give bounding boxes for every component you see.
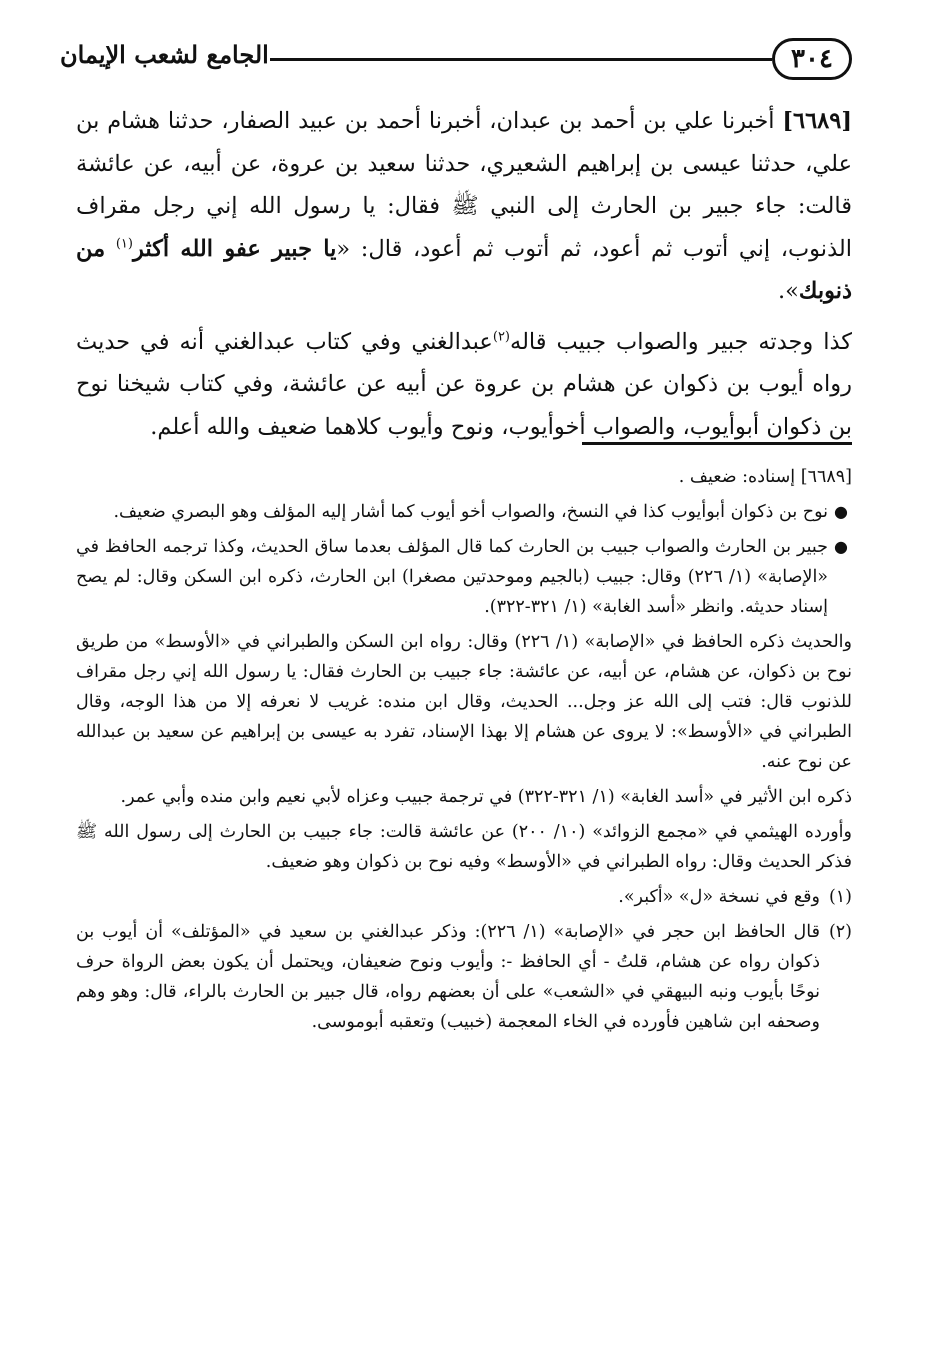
footnote-mark: (١) (828, 887, 852, 907)
isnad-text: إسناده: ضعيف . (678, 467, 796, 487)
isnad-grade (76, 462, 852, 492)
page-header (60, 30, 852, 90)
footnote-1 (76, 882, 852, 912)
footnote-text: وقع في نسخة «ل» «أكبر». (618, 887, 820, 907)
footnote-2 (76, 917, 852, 1037)
footnote-ref-1: (١) (115, 236, 133, 251)
note-bullet-1 (76, 497, 852, 527)
note-bullet-2 (76, 532, 852, 622)
hadith-text: أخبرنا علي بن أحمد بن عبدان، أخبرنا أحمد بن عبيد الصفار، حدثنا هشام بن علي، حدثنا عيسى بن إبراهيم الشعيري، حدثنا سعيد بن عروة، عن أبيه، عن عائشة قالت: جاء جبير بن الحارث إلى النبي ﷺ فقال: يا رسول الله إني رجل مقراف الذنوب، إني أتوب ثم أعود، ثم أتوب ثم أعود، قال: « (76, 108, 852, 262)
commentary-paragraph (76, 321, 852, 449)
commentary-text-2: عبدالغني وفي كتاب عبدالغني أنه في حديث رواه أيوب بن ذكوان عن هشام بن عروة عن أبيه عن عائشة، وفي كتاب شيخنا نوح بن ذكوان أبوأيوب، والصواب أخوأيوب، ونوح وأيوب كلاهما ضعيف والله أعلم. (76, 328, 852, 440)
bullet-text: جبير بن الحارث والصواب جبيب بن الحارث كما قال المؤلف بعدما ساق الحديث، وكذا ترجمه الحافظ في «الإصابة» (١/ ٢٢٦) وقال: جبيب (بالجيم وموحدتين مصغرا) ابن الحارث، ذكره ابن السكن وقال: لم يصح إسناد حديثه. وانظر «أسد الغابة» (١/ ٣٢١-٣٢٢). (76, 537, 829, 617)
hadith-bold-text-2: من ذنوبك (76, 235, 852, 304)
note-paragraph-2: ذكره ابن الأثير في «أسد الغابة» (١/ ٣٢١-٣٢٢) في ترجمة جبيب وعزاه لأبي نعيم وابن منده وأبي عمر. (120, 787, 852, 807)
isnad-number: [٦٦٨٩] (800, 467, 852, 487)
footnote-text: قال الحافظ ابن حجر في «الإصابة» (١/ ٢٢٦): وذكر عبدالغني بن سعيد في «المؤتلف» أن أيوب بن ذكوان رواه عن هشام، قلتُ - أي الحافظ -: وأيوب ونوح ضعيفان، ويحتمل أن يكون بعض الرواة حرف نوحًا بأيوب ونبه البيهقي في «الشعب» على أن بعضهم رواه، قال جبير بن الحارث بالراء، قال: وهو وهم وصحفه ابن شاهين فأورده في الخاء المعجمة (خبيب) وتعقبه أبوموسى. (76, 922, 820, 1032)
footnotes (76, 462, 852, 1042)
hadith-number: [٦٦٨٩] (782, 108, 852, 134)
hadith-end: ». (777, 278, 799, 304)
bullet-icon: ● (834, 537, 848, 556)
footnote-mark: (٢) (828, 922, 852, 942)
hadith-paragraph (76, 100, 852, 313)
commentary-text: كذا وجدته جبير والصواب جبيب قاله (510, 328, 853, 355)
page-number: ٣٠٤ (772, 38, 852, 80)
note-paragraph-3: وأورده الهيثمي في «مجمع الزوائد» (١٠/ ٢٠٠) عن عائشة قالت: جاء جبيب بن الحارث إلى رسول الله ﷺ فذكر الحديث وقال: رواه الطبراني في «الأوسط» وفيه نوح بن ذكوان وهو ضعيف. (76, 822, 852, 872)
header-rule (270, 58, 772, 61)
hadith-bold-text: يا جبير عفو الله أكثر (132, 235, 337, 262)
main-text (76, 100, 852, 456)
footnote-ref-2: (٢) (492, 329, 510, 344)
bullet-icon: ● (834, 502, 848, 521)
note-paragraph-1: والحديث ذكره الحافظ في «الإصابة» (١/ ٢٢٦) وقال: رواه ابن السكن والطبراني في «الأوسط» من طريق نوح بن ذكوان، عن هشام، عن أبيه، عن عائشة: جاء جبيب بن الحارث فقال: يا رسول الله إني رجل مقراف للذنوب قال: فتب إلى الله عز وجل... الحديث، وقال ابن منده: غريب لا نعرفه إلا من هذا الوجه، وقال الطبراني في «الأوسط»: لا يروى عن هشام إلا بهذا الإسناد، تفرد به عيسى بن إبراهيم عن سعيد بن عبدالله عن نوح عنه. (76, 632, 852, 772)
footnote-separator (582, 442, 852, 445)
bullet-text: نوح بن ذكوان أبوأيوب كذا في النسخ، والصواب أخو أيوب كما أشار إليه المؤلف وهو البصري ضعيف. (113, 502, 828, 522)
book-title: الجامع لشعب الإيمان (60, 40, 269, 69)
